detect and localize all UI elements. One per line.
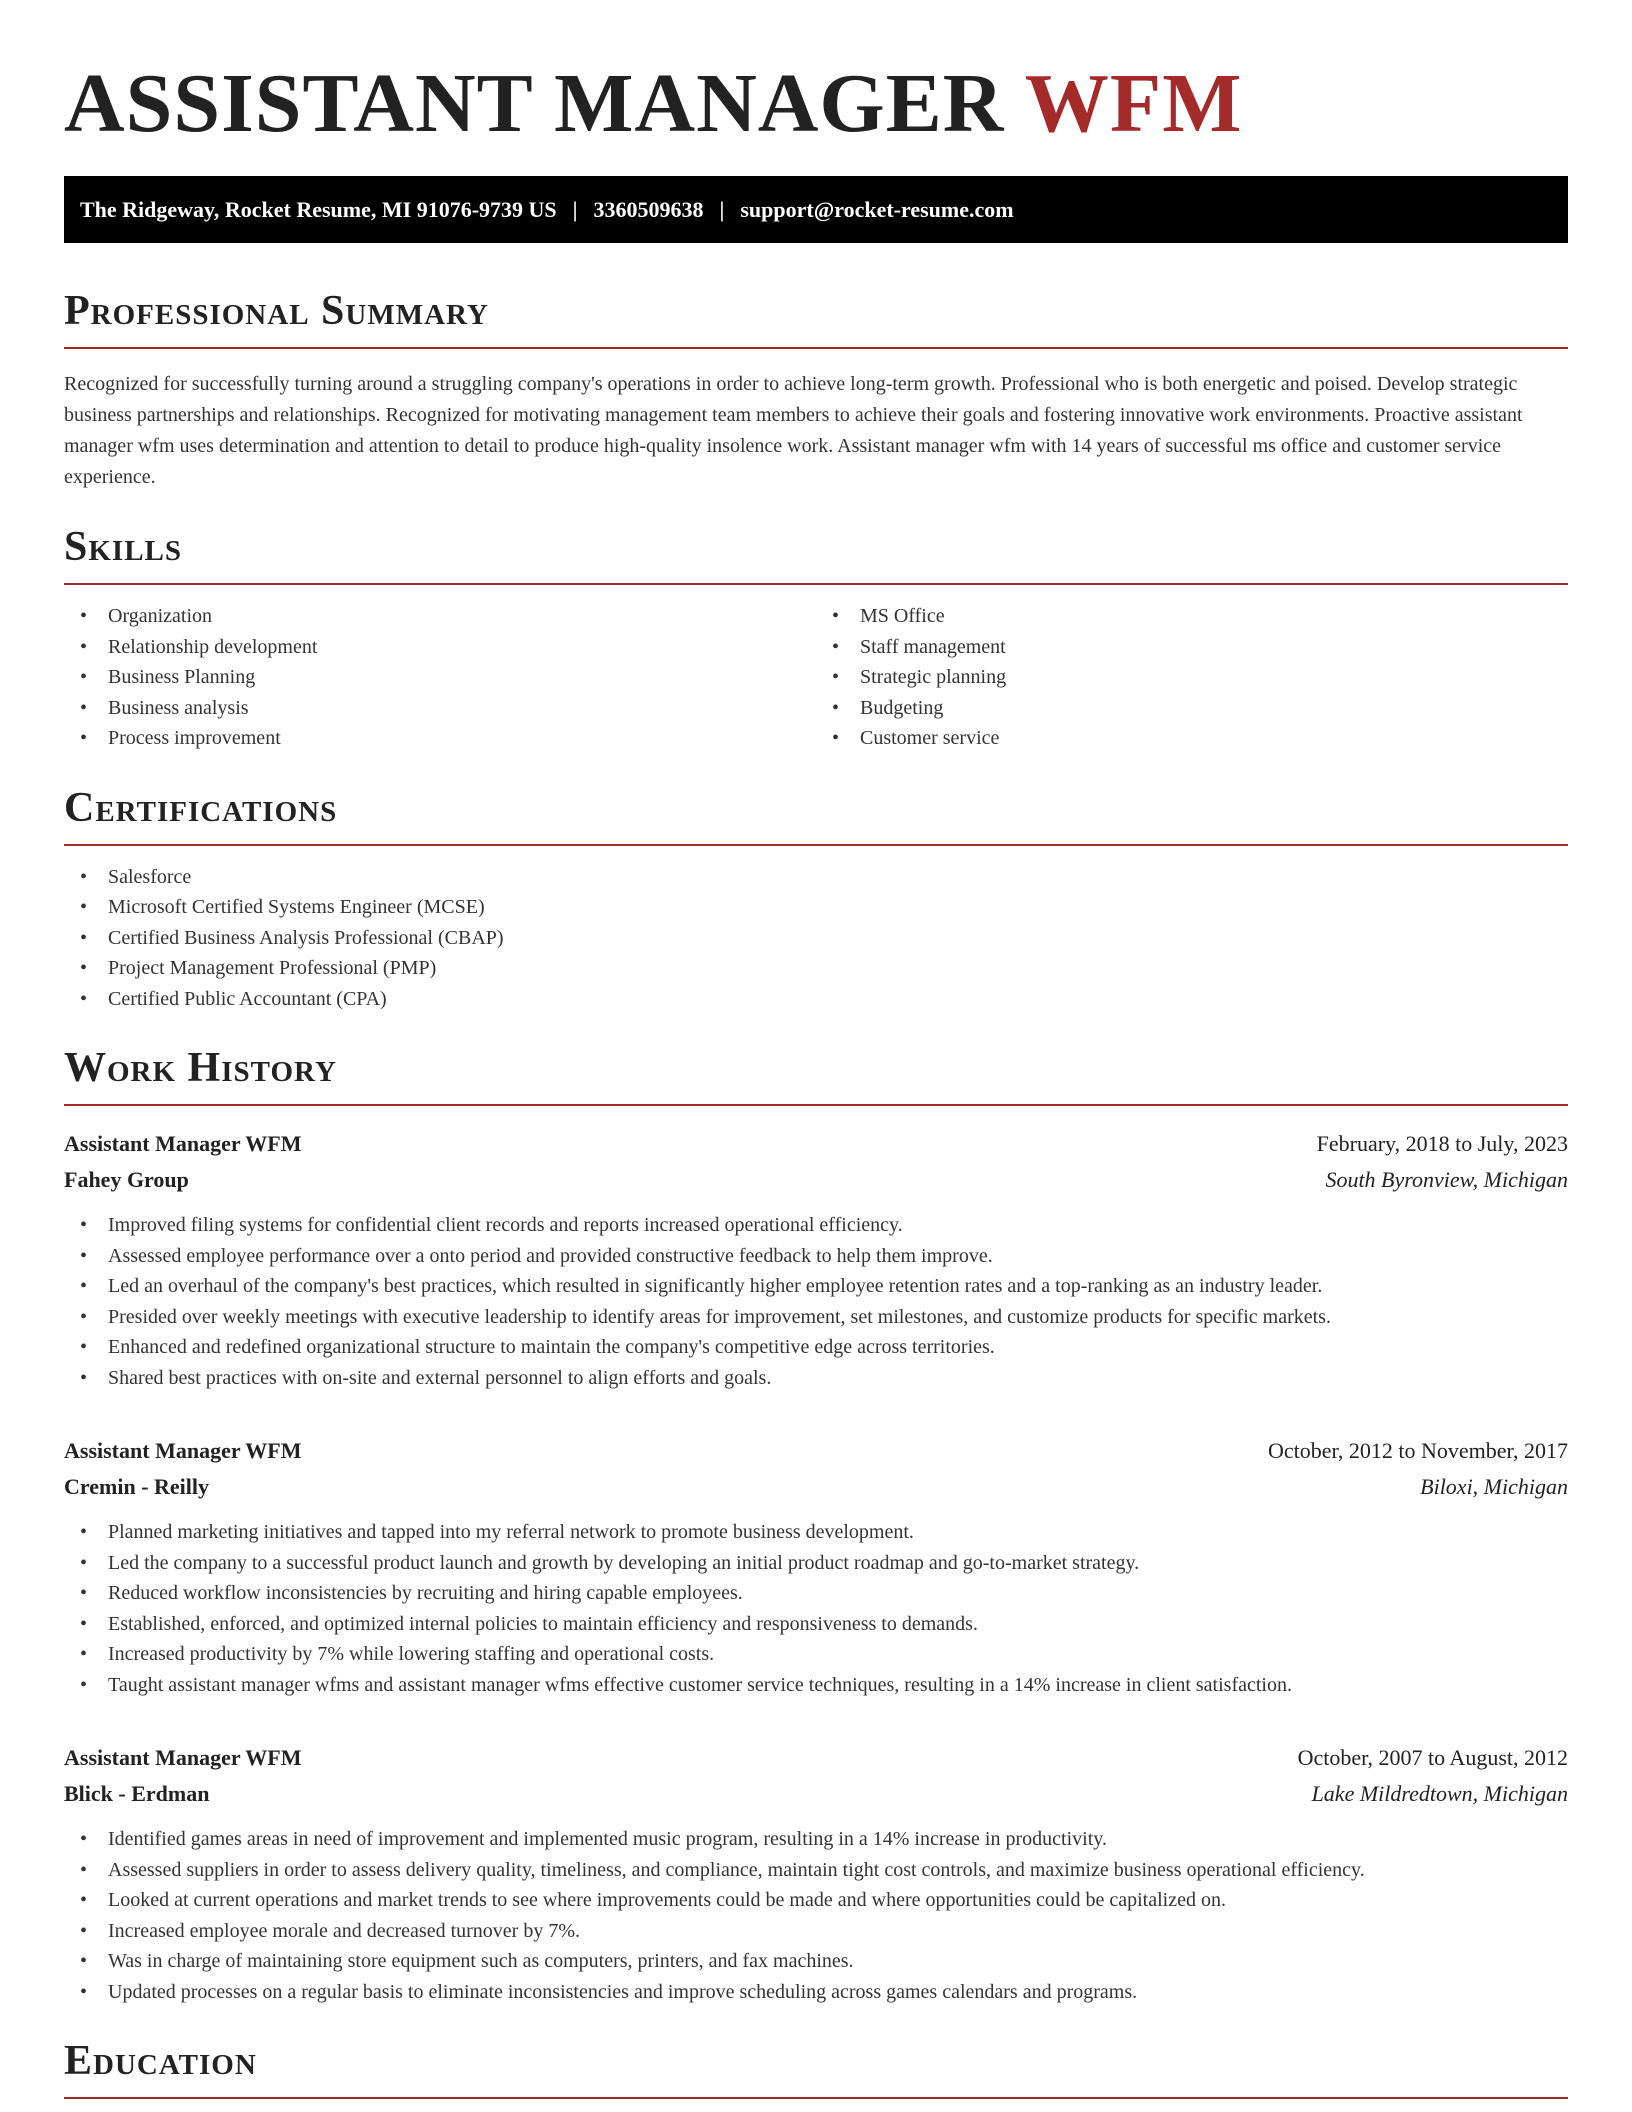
list-item: • Looked at current operations and market trends to see where improvements could be made and where opportunities could be capitalized on. bbox=[64, 1885, 1568, 1916]
contact-phone: 3360509638 bbox=[593, 196, 704, 222]
list-item: • Microsoft Certified Systems Engineer (MCSE) bbox=[64, 892, 1568, 923]
list-item: • Staff management bbox=[816, 632, 1568, 663]
list-item: • Updated processes on a regular basis to eliminate inconsistencies and improve scheduling across games calendars and programs. bbox=[64, 1977, 1568, 2008]
skills-columns bbox=[64, 601, 1568, 754]
summary-text: Recognized for successfully turning around a struggling company's operations in order to achieve long-term growth. Professional who is both energetic and poised. Develop strategic business partnerships and relationships. Recognized for motivating management team members to achieve their goals and fostering innovative work environments. Proactive assistant manager wfm uses determination and attention to detail to produce high-quality insolence work. Assistant manager wfm with 14 years of successful ms office and customer service experience. bbox=[64, 373, 1523, 488]
list-item: • Enhanced and redefined organizational structure to maintain the company's competitive edge across territories. bbox=[64, 1332, 1568, 1363]
job-bullets bbox=[64, 1824, 1568, 2007]
contact-bar bbox=[64, 176, 1568, 243]
list-item: • Taught assistant manager wfms and assistant manager wfms effective customer service techniques, resulting in a 14% increase in client satisfaction. bbox=[64, 1670, 1568, 1701]
list-item: • Relationship development bbox=[64, 632, 816, 663]
skills-list-right bbox=[816, 601, 1568, 754]
list-item: • Customer service bbox=[816, 723, 1568, 754]
job-header-row bbox=[64, 1126, 1568, 1162]
list-item: • Reduced workflow inconsistencies by recruiting and hiring capable employees. bbox=[64, 1578, 1568, 1609]
job-entry bbox=[64, 1433, 1568, 1700]
list-item: • Organization bbox=[64, 601, 816, 632]
contact-address: The Ridgeway, Rocket Resume, MI 91076-9739 US bbox=[80, 196, 557, 222]
job-company-row bbox=[64, 1469, 1568, 1505]
contact-separator: | bbox=[719, 196, 725, 222]
contact-email: support@rocket-resume.com bbox=[740, 196, 1014, 222]
job-company: Blick - Erdman bbox=[64, 1781, 210, 1806]
job-title: Assistant Manager WFM bbox=[64, 1745, 302, 1770]
list-item: • Identified games areas in need of improvement and implemented music program, resulting in a 14% increase in productivity. bbox=[64, 1824, 1568, 1855]
list-item: • Improved filing systems for confidential client records and reports increased operational efficiency. bbox=[64, 1210, 1568, 1241]
job-company-row bbox=[64, 1162, 1568, 1198]
job-company: Cremin - Reilly bbox=[64, 1474, 210, 1499]
job-title: Assistant Manager WFM bbox=[64, 1438, 302, 1463]
list-item: • Was in charge of maintaining store equipment such as computers, printers, and fax machines. bbox=[64, 1946, 1568, 1977]
list-item: • Assessed suppliers in order to assess delivery quality, timeliness, and compliance, maintain tight cost controls, and maximize business operational efficiency. bbox=[64, 1855, 1568, 1886]
certifications-list bbox=[64, 862, 1568, 1015]
summary-heading: Professional Summary bbox=[64, 287, 1568, 349]
list-item: • Budgeting bbox=[816, 693, 1568, 724]
list-item: • Business Planning bbox=[64, 662, 816, 693]
list-item: • Business analysis bbox=[64, 693, 816, 724]
list-item: • Process improvement bbox=[64, 723, 816, 754]
contact-separator: | bbox=[572, 196, 578, 222]
list-item: • Salesforce bbox=[64, 862, 1568, 893]
job-location: South Byronview, Michigan bbox=[1325, 1167, 1568, 1192]
list-item: • Shared best practices with on-site and external personnel to align efforts and goals. bbox=[64, 1363, 1568, 1394]
page-title bbox=[64, 0, 1568, 152]
list-item: • Certified Business Analysis Professional (CBAP) bbox=[64, 923, 1568, 954]
list-item: • MS Office bbox=[816, 601, 1568, 632]
skills-list-left bbox=[64, 601, 816, 754]
title-accent: WFM bbox=[1024, 57, 1243, 150]
work-history-heading: Work History bbox=[64, 1044, 1568, 1106]
job-title: Assistant Manager WFM bbox=[64, 1131, 302, 1156]
job-company: Fahey Group bbox=[64, 1167, 189, 1192]
job-location: Lake Mildredtown, Michigan bbox=[1311, 1781, 1568, 1806]
certifications-heading: Certifications bbox=[64, 784, 1568, 846]
job-dates: October, 2007 to August, 2012 bbox=[1297, 1745, 1568, 1770]
skills-heading: Skills bbox=[64, 523, 1568, 585]
job-entry bbox=[64, 1126, 1568, 1393]
list-item: • Led the company to a successful product launch and growth by developing an initial product roadmap and go-to-market strategy. bbox=[64, 1548, 1568, 1579]
list-item: • Increased productivity by 7% while lowering staffing and operational costs. bbox=[64, 1639, 1568, 1670]
title-main: ASSISTANT MANAGER bbox=[64, 57, 1005, 150]
list-item: • Presided over weekly meetings with executive leadership to identify areas for improvement, set milestones, and customize products for specific markets. bbox=[64, 1302, 1568, 1333]
list-item: • Assessed employee performance over a onto period and provided constructive feedback to help them improve. bbox=[64, 1241, 1568, 1272]
list-item: • Established, enforced, and optimized internal policies to maintain efficiency and responsiveness to demands. bbox=[64, 1609, 1568, 1640]
job-bullets bbox=[64, 1517, 1568, 1700]
job-dates: February, 2018 to July, 2023 bbox=[1316, 1131, 1568, 1156]
list-item: • Certified Public Accountant (CPA) bbox=[64, 984, 1568, 1015]
job-entry bbox=[64, 1740, 1568, 2007]
job-location: Biloxi, Michigan bbox=[1420, 1474, 1568, 1499]
job-dates: October, 2012 to November, 2017 bbox=[1267, 1438, 1568, 1463]
list-item: • Strategic planning bbox=[816, 662, 1568, 693]
job-header-row bbox=[64, 1433, 1568, 1469]
job-header-row bbox=[64, 1740, 1568, 1776]
education-heading: Education bbox=[64, 2037, 1568, 2099]
list-item: • Planned marketing initiatives and tapped into my referral network to promote business development. bbox=[64, 1517, 1568, 1548]
job-company-row bbox=[64, 1776, 1568, 1812]
list-item: • Project Management Professional (PMP) bbox=[64, 953, 1568, 984]
list-item: • Led an overhaul of the company's best practices, which resulted in significantly higher employee retention rates and a top-ranking as an industry leader. bbox=[64, 1271, 1568, 1302]
list-item: • Increased employee morale and decreased turnover by 7%. bbox=[64, 1916, 1568, 1947]
job-bullets bbox=[64, 1210, 1568, 1393]
